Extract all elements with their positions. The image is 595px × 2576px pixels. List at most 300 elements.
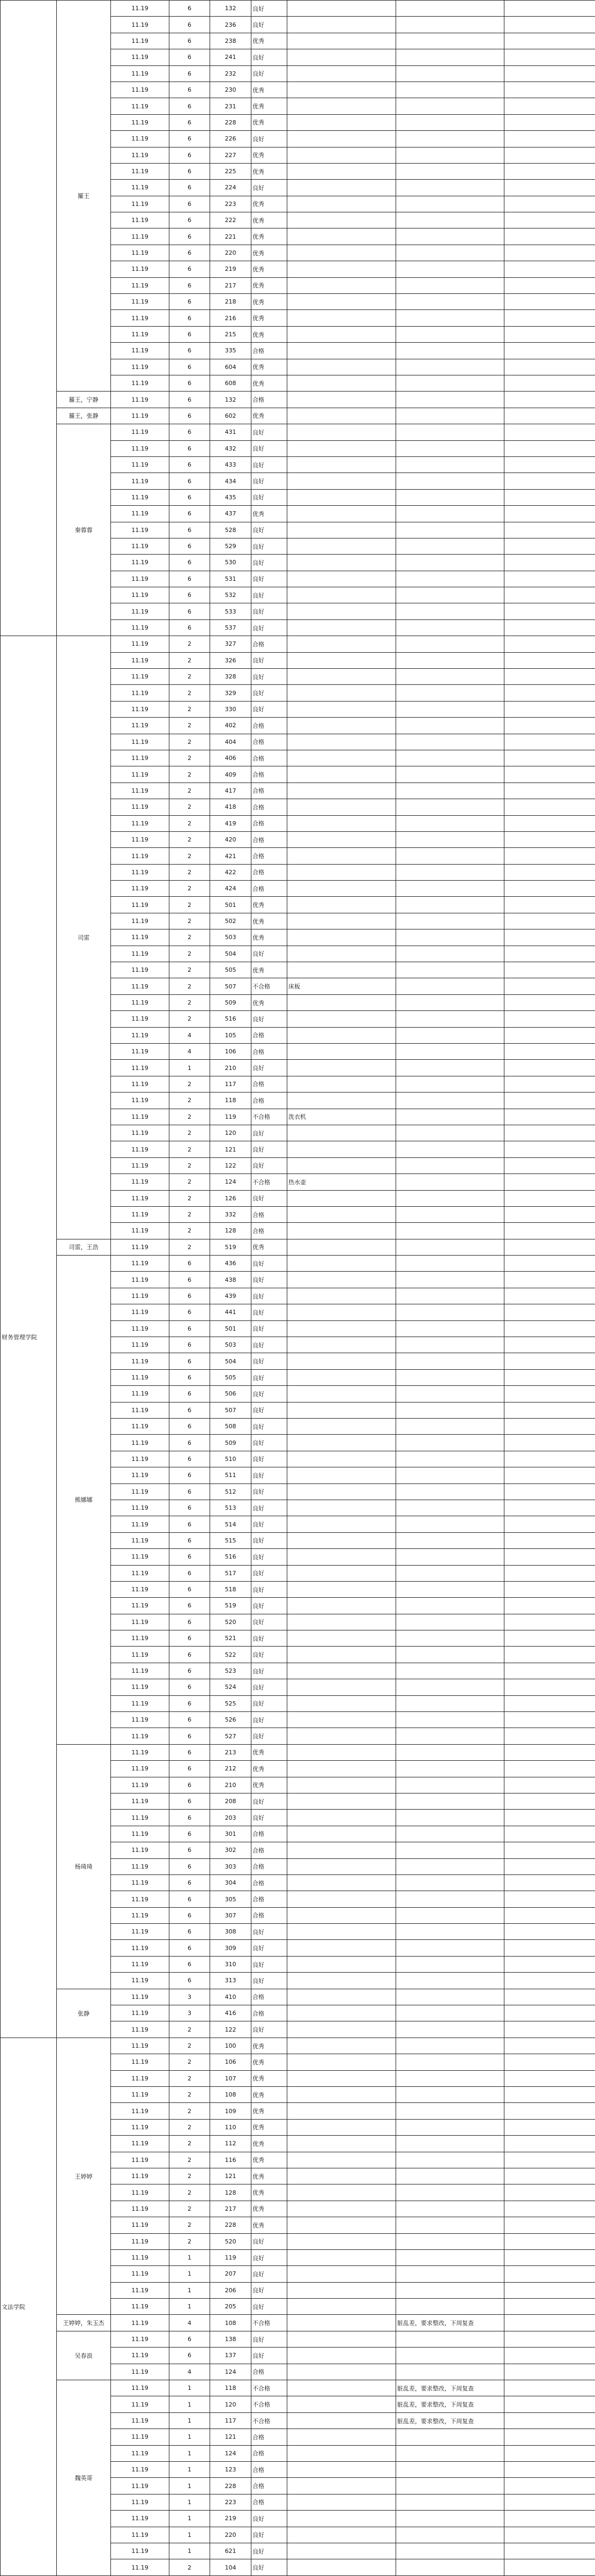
note-cell — [287, 2217, 396, 2233]
grade-cell: 合格 — [251, 864, 287, 880]
date-cell: 11.19 — [111, 603, 169, 619]
grade-cell: 良好 — [251, 1467, 287, 1483]
note-cell — [287, 1483, 396, 1500]
grade-cell: 合格 — [251, 1842, 287, 1858]
blank-cell — [504, 652, 595, 668]
note-cell — [287, 2070, 396, 2086]
room-cell: 509 — [210, 1435, 251, 1451]
build-cell: 2 — [169, 2201, 210, 2217]
build-cell: 4 — [169, 2315, 210, 2331]
grade-cell: 优秀 — [251, 33, 287, 49]
date-cell: 11.19 — [111, 619, 169, 636]
note-cell — [287, 2412, 396, 2429]
date-cell: 11.19 — [111, 473, 169, 489]
grade-cell: 良好 — [251, 1337, 287, 1353]
action-cell — [396, 946, 504, 962]
action-cell — [396, 897, 504, 913]
room-cell: 525 — [210, 1695, 251, 1711]
action-cell — [396, 440, 504, 456]
blank-cell — [504, 1157, 595, 1173]
date-cell: 11.19 — [111, 1777, 169, 1793]
note-cell — [287, 555, 396, 571]
action-cell — [396, 131, 504, 147]
note-cell — [287, 669, 396, 685]
room-cell: 421 — [210, 848, 251, 864]
action-cell — [396, 2119, 504, 2135]
note-cell — [287, 33, 396, 49]
action-cell — [396, 1598, 504, 1614]
blank-cell — [504, 1744, 595, 1760]
action-cell — [396, 1304, 504, 1320]
action-cell — [396, 2054, 504, 2070]
action-cell — [396, 1418, 504, 1434]
date-cell: 11.19 — [111, 1516, 169, 1532]
build-cell: 6 — [169, 473, 210, 489]
table-row — [1, 636, 595, 652]
action-cell — [396, 1337, 504, 1353]
room-cell: 604 — [210, 359, 251, 375]
blank-cell — [504, 2348, 595, 2364]
grade-cell: 良好 — [251, 1532, 287, 1548]
build-cell: 1 — [169, 2380, 210, 2396]
date-cell: 11.19 — [111, 994, 169, 1010]
grade-cell: 合格 — [251, 2461, 287, 2477]
action-cell — [396, 1663, 504, 1679]
build-cell: 2 — [169, 1174, 210, 1190]
build-cell: 6 — [169, 277, 210, 293]
build-cell: 2 — [169, 2136, 210, 2152]
build-cell: 6 — [169, 1614, 210, 1630]
date-cell: 11.19 — [111, 2168, 169, 2184]
note-cell — [287, 2021, 396, 2038]
inspector-cell: 王婷婷 — [57, 2038, 111, 2315]
grade-cell: 优秀 — [251, 1761, 287, 1777]
note-cell — [287, 1598, 396, 1614]
grade-cell: 合格 — [251, 1076, 287, 1092]
grade-cell: 合格 — [251, 799, 287, 815]
build-cell: 6 — [169, 1435, 210, 1451]
date-cell: 11.19 — [111, 2249, 169, 2265]
room-cell: 121 — [210, 2429, 251, 2445]
inspector-cell: 张静 — [57, 1989, 111, 2038]
grade-cell: 良好 — [251, 1141, 287, 1157]
room-cell: 431 — [210, 424, 251, 440]
build-cell: 6 — [169, 1891, 210, 1907]
blank-cell — [504, 2315, 595, 2331]
action-cell — [396, 1712, 504, 1728]
action-cell — [396, 815, 504, 831]
build-cell: 6 — [169, 1777, 210, 1793]
grade-cell: 良好 — [251, 440, 287, 456]
blank-cell — [504, 359, 595, 375]
date-cell: 11.19 — [111, 2103, 169, 2119]
grade-cell: 良好 — [251, 17, 287, 33]
grade-cell: 优秀 — [251, 375, 287, 391]
action-cell — [396, 555, 504, 571]
build-cell: 6 — [169, 1679, 210, 1695]
build-cell: 1 — [169, 2511, 210, 2527]
room-cell: 241 — [210, 49, 251, 65]
blank-cell — [504, 2396, 595, 2412]
blank-cell — [504, 1190, 595, 1206]
room-cell: 526 — [210, 1712, 251, 1728]
date-cell: 11.19 — [111, 2266, 169, 2282]
blank-cell — [504, 2412, 595, 2429]
date-cell: 11.19 — [111, 1369, 169, 1385]
action-cell — [396, 2364, 504, 2380]
grade-cell: 良好 — [251, 2348, 287, 2364]
build-cell: 2 — [169, 897, 210, 913]
room-cell: 419 — [210, 815, 251, 831]
action-cell — [396, 734, 504, 750]
note-cell — [287, 2005, 396, 2021]
action-cell — [396, 2527, 504, 2543]
note-cell — [287, 180, 396, 196]
grade-cell: 良好 — [251, 1288, 287, 1304]
blank-cell — [504, 2511, 595, 2527]
grade-cell: 良好 — [251, 1256, 287, 1272]
action-cell — [396, 2494, 504, 2510]
blank-cell — [504, 1320, 595, 1337]
date-cell: 11.19 — [111, 2559, 169, 2575]
build-cell: 6 — [169, 294, 210, 310]
build-cell: 1 — [169, 2429, 210, 2445]
note-cell: 床板 — [287, 978, 396, 994]
date-cell: 11.19 — [111, 1157, 169, 1173]
room-cell: 120 — [210, 1125, 251, 1141]
room-cell: 416 — [210, 2005, 251, 2021]
grade-cell: 良好 — [251, 1598, 287, 1614]
build-cell: 6 — [169, 1858, 210, 1874]
note-cell — [287, 2527, 396, 2543]
date-cell: 11.19 — [111, 440, 169, 456]
note-cell — [287, 1093, 396, 1109]
blank-cell — [504, 1614, 595, 1630]
date-cell: 11.19 — [111, 1418, 169, 1434]
room-cell: 220 — [210, 2527, 251, 2543]
blank-cell — [504, 33, 595, 49]
action-cell — [396, 392, 504, 408]
blank-cell — [504, 1728, 595, 1744]
build-cell: 1 — [169, 1060, 210, 1076]
blank-cell — [504, 98, 595, 114]
action-cell — [396, 65, 504, 82]
blank-cell — [504, 831, 595, 847]
action-cell — [396, 1206, 504, 1222]
blank-cell — [504, 913, 595, 929]
room-cell: 218 — [210, 294, 251, 310]
build-cell: 6 — [169, 228, 210, 245]
date-cell: 11.19 — [111, 538, 169, 554]
grade-cell: 优秀 — [251, 82, 287, 98]
note-cell — [287, 17, 396, 33]
date-cell: 11.19 — [111, 1304, 169, 1320]
grade-cell: 良好 — [251, 603, 287, 619]
action-cell — [396, 2005, 504, 2021]
grade-cell: 良好 — [251, 669, 287, 685]
note-cell — [287, 848, 396, 864]
note-cell — [287, 2396, 396, 2412]
build-cell: 2 — [169, 2021, 210, 2038]
note-cell — [287, 2315, 396, 2331]
room-cell: 326 — [210, 652, 251, 668]
blank-cell — [504, 456, 595, 473]
room-cell: 219 — [210, 261, 251, 277]
room-cell: 621 — [210, 2543, 251, 2559]
blank-cell — [504, 571, 595, 587]
table-row — [1, 2315, 595, 2331]
note-cell — [287, 2233, 396, 2249]
build-cell: 6 — [169, 33, 210, 49]
grade-cell: 不合格 — [251, 1109, 287, 1125]
build-cell: 6 — [169, 1483, 210, 1500]
action-cell — [396, 1044, 504, 1060]
room-cell: 219 — [210, 2511, 251, 2527]
grade-cell: 良好 — [251, 1679, 287, 1695]
grade-cell: 合格 — [251, 2364, 287, 2380]
room-cell: 335 — [210, 343, 251, 359]
action-cell — [396, 1369, 504, 1385]
note-cell — [287, 2201, 396, 2217]
date-cell: 11.19 — [111, 1386, 169, 1402]
grade-cell: 合格 — [251, 2429, 287, 2445]
grade-cell: 良好 — [251, 1125, 287, 1141]
blank-cell — [504, 1451, 595, 1467]
action-cell: 脏乱差，要求整改，下周复查 — [396, 2380, 504, 2396]
date-cell: 11.19 — [111, 1695, 169, 1711]
note-cell — [287, 228, 396, 245]
room-cell: 309 — [210, 1940, 251, 1956]
date-cell: 11.19 — [111, 131, 169, 147]
room-cell: 310 — [210, 1956, 251, 1972]
date-cell: 11.19 — [111, 343, 169, 359]
grade-cell: 合格 — [251, 1093, 287, 1109]
room-cell: 533 — [210, 603, 251, 619]
room-cell: 507 — [210, 978, 251, 994]
action-cell — [396, 294, 504, 310]
build-cell: 6 — [169, 1712, 210, 1728]
build-cell: 2 — [169, 1093, 210, 1109]
build-cell: 6 — [169, 489, 210, 505]
room-cell: 436 — [210, 1256, 251, 1272]
room-cell: 305 — [210, 1891, 251, 1907]
room-cell: 106 — [210, 2054, 251, 2070]
blank-cell — [504, 2266, 595, 2282]
note-cell — [287, 261, 396, 277]
date-cell: 11.19 — [111, 2282, 169, 2298]
build-cell: 6 — [169, 359, 210, 375]
date-cell: 11.19 — [111, 1353, 169, 1369]
build-cell: 2 — [169, 2217, 210, 2233]
date-cell: 11.19 — [111, 2005, 169, 2021]
note-cell — [287, 1630, 396, 1647]
date-cell: 11.19 — [111, 2087, 169, 2103]
date-cell: 11.19 — [111, 2445, 169, 2461]
action-cell — [396, 701, 504, 717]
build-cell: 2 — [169, 1190, 210, 1206]
build-cell: 6 — [169, 1826, 210, 1842]
room-cell: 523 — [210, 1663, 251, 1679]
room-cell: 520 — [210, 2233, 251, 2249]
build-cell: 6 — [169, 1663, 210, 1679]
date-cell: 11.19 — [111, 1076, 169, 1092]
build-cell: 2 — [169, 2168, 210, 2184]
build-cell: 6 — [169, 65, 210, 82]
date-cell: 11.19 — [111, 1044, 169, 1060]
grade-cell: 优秀 — [251, 245, 287, 261]
table-row — [1, 2380, 595, 2396]
blank-cell — [504, 1761, 595, 1777]
action-cell — [396, 1272, 504, 1288]
room-cell: 504 — [210, 946, 251, 962]
table-row — [1, 408, 595, 424]
grade-cell: 良好 — [251, 180, 287, 196]
grade-cell: 良好 — [251, 424, 287, 440]
blank-cell — [504, 489, 595, 505]
room-cell: 505 — [210, 962, 251, 978]
note-cell — [287, 1223, 396, 1239]
build-cell: 6 — [169, 163, 210, 179]
blank-cell — [504, 2184, 595, 2201]
grade-cell: 合格 — [251, 1989, 287, 2005]
note-cell — [287, 2119, 396, 2135]
date-cell: 11.19 — [111, 2527, 169, 2543]
grade-cell: 优秀 — [251, 147, 287, 163]
grade-cell: 良好 — [251, 1663, 287, 1679]
blank-cell — [504, 1549, 595, 1565]
grade-cell: 合格 — [251, 1874, 287, 1891]
room-cell: 519 — [210, 1239, 251, 1255]
grade-cell: 合格 — [251, 750, 287, 766]
blank-cell — [504, 2201, 595, 2217]
note-cell — [287, 538, 396, 554]
note-cell — [287, 473, 396, 489]
note-cell — [287, 636, 396, 652]
note-cell — [287, 114, 396, 130]
action-cell — [396, 929, 504, 946]
blank-cell — [504, 2119, 595, 2135]
note-cell — [287, 375, 396, 391]
date-cell: 11.19 — [111, 718, 169, 734]
date-cell: 11.19 — [111, 33, 169, 49]
note-cell — [287, 1451, 396, 1467]
date-cell: 11.19 — [111, 392, 169, 408]
room-cell: 329 — [210, 685, 251, 701]
action-cell — [396, 2233, 504, 2249]
action-cell — [396, 2249, 504, 2265]
room-cell: 501 — [210, 1320, 251, 1337]
grade-cell: 合格 — [251, 392, 287, 408]
blank-cell — [504, 1500, 595, 1516]
room-cell: 435 — [210, 489, 251, 505]
date-cell: 11.19 — [111, 180, 169, 196]
action-cell — [396, 1320, 504, 1337]
build-cell: 6 — [169, 1956, 210, 1972]
room-cell: 138 — [210, 2331, 251, 2347]
note-cell — [287, 98, 396, 114]
room-cell: 410 — [210, 1989, 251, 2005]
inspector-cell: 羅王 — [57, 1, 111, 392]
room-cell: 207 — [210, 2266, 251, 2282]
room-cell: 228 — [210, 114, 251, 130]
build-cell: 6 — [169, 245, 210, 261]
table-row — [1, 392, 595, 408]
date-cell: 11.19 — [111, 734, 169, 750]
table-row — [1, 424, 595, 440]
room-cell: 128 — [210, 1223, 251, 1239]
date-cell: 11.19 — [111, 310, 169, 326]
build-cell: 6 — [169, 1695, 210, 1711]
inspector-cell: 羅王，宁静 — [57, 392, 111, 408]
blank-cell — [504, 2005, 595, 2021]
grade-cell: 良好 — [251, 2021, 287, 2038]
inspector-cell: 王婷婷，朱玉杰 — [57, 2315, 111, 2331]
grade-cell: 优秀 — [251, 506, 287, 522]
room-cell: 108 — [210, 2315, 251, 2331]
room-cell: 205 — [210, 2299, 251, 2315]
inspector-cell: 司雷，王浩 — [57, 1239, 111, 1255]
date-cell: 11.19 — [111, 1190, 169, 1206]
room-cell: 531 — [210, 571, 251, 587]
blank-cell — [504, 147, 595, 163]
grade-cell: 良好 — [251, 685, 287, 701]
grade-cell: 良好 — [251, 1353, 287, 1369]
date-cell: 11.19 — [111, 636, 169, 652]
grade-cell: 优秀 — [251, 114, 287, 130]
room-cell: 530 — [210, 555, 251, 571]
build-cell: 6 — [169, 1940, 210, 1956]
room-cell: 301 — [210, 1826, 251, 1842]
date-cell: 11.19 — [111, 1663, 169, 1679]
action-cell — [396, 1386, 504, 1402]
build-cell: 6 — [169, 1272, 210, 1288]
build-cell: 6 — [169, 1565, 210, 1581]
note-cell — [287, 587, 396, 603]
grade-cell: 良好 — [251, 2559, 287, 2575]
blank-cell — [504, 962, 595, 978]
room-cell: 422 — [210, 864, 251, 880]
grade-cell: 良好 — [251, 2331, 287, 2347]
room-cell: 509 — [210, 994, 251, 1010]
date-cell: 11.19 — [111, 1973, 169, 1989]
build-cell: 2 — [169, 1076, 210, 1092]
action-cell — [396, 1810, 504, 1826]
grade-cell: 良好 — [251, 1190, 287, 1206]
room-cell: 420 — [210, 831, 251, 847]
blank-cell — [504, 1011, 595, 1027]
grade-cell: 良好 — [251, 2543, 287, 2559]
date-cell: 11.19 — [111, 913, 169, 929]
room-cell: 224 — [210, 180, 251, 196]
date-cell: 11.19 — [111, 1891, 169, 1907]
room-cell: 110 — [210, 2119, 251, 2135]
blank-cell — [504, 1027, 595, 1043]
blank-cell — [504, 1337, 595, 1353]
date-cell: 11.19 — [111, 2054, 169, 2070]
blank-cell — [504, 603, 595, 619]
note-cell — [287, 2299, 396, 2315]
blank-cell — [504, 1060, 595, 1076]
action-cell — [396, 326, 504, 342]
inspector-cell: 杨琦琦 — [57, 1744, 111, 1989]
note-cell — [287, 619, 396, 636]
blank-cell — [504, 82, 595, 98]
action-cell — [396, 1076, 504, 1092]
room-cell: 132 — [210, 1, 251, 17]
room-cell: 222 — [210, 212, 251, 228]
note-cell — [287, 1663, 396, 1679]
grade-cell: 优秀 — [251, 277, 287, 293]
